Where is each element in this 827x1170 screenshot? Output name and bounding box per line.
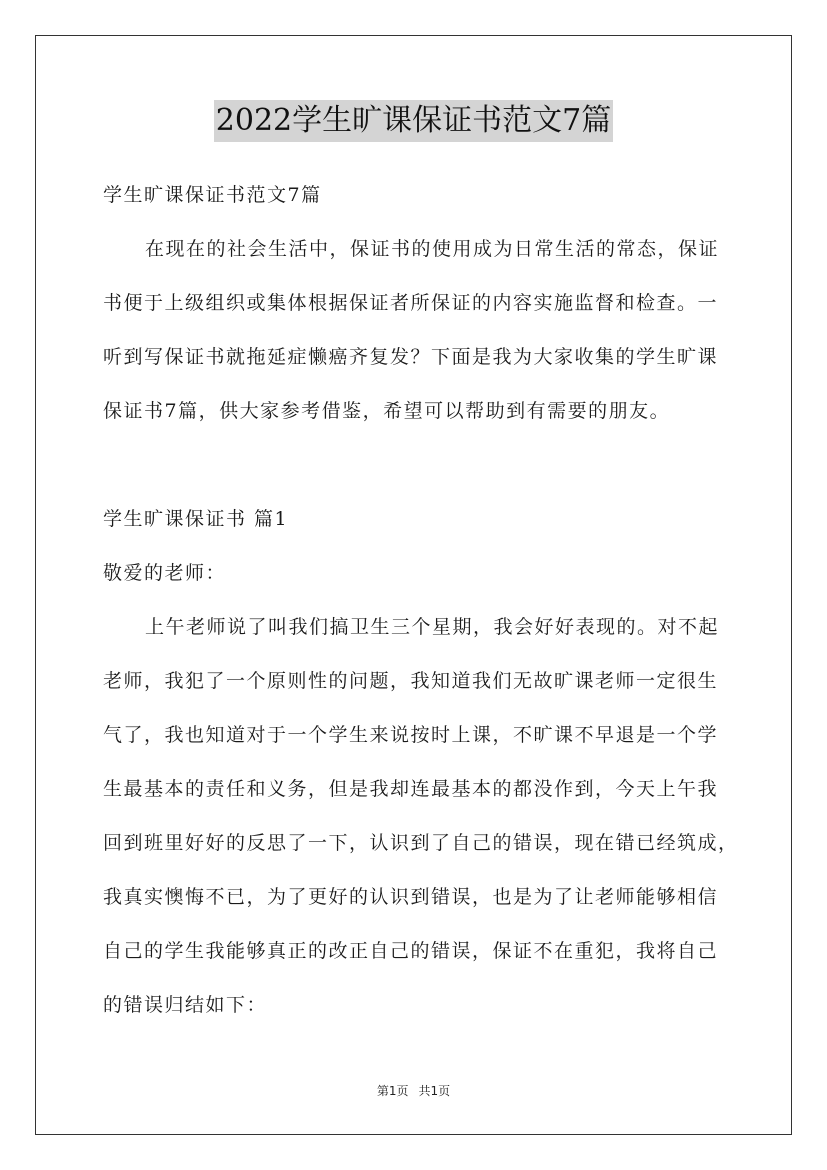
body-line: 上午老师说了叫我们搞卫生三个星期，我会好好表现的。对不起 — [145, 616, 720, 638]
body-line: 气了，我也知道对于一个学生来说按时上课，不旷课不早退是一个学 — [103, 724, 719, 746]
intro-line: 在现在的社会生活中，保证书的使用成为日常生活的常态，保证 — [145, 238, 720, 260]
intro-line: 书便于上级组织或集体根据保证者所保证的内容实施监督和检查。一 — [103, 292, 719, 314]
body-line: 回到班里好好的反思了一下，认识到了自己的错误，现在错已经筑成， — [103, 832, 739, 854]
section-heading: 学生旷课保证书 篇1 — [103, 508, 289, 530]
page-total: 共1页 — [418, 1084, 451, 1098]
body-line: 老师，我犯了一个原则性的问题，我知道我们无故旷课老师一定很生 — [103, 670, 719, 692]
salutation: 敬爱的老师： — [103, 562, 227, 584]
document-subtitle: 学生旷课保证书范文7篇 — [103, 184, 322, 206]
body-line: 生最基本的责任和义务，但是我却连最基本的都没作到，今天上午我 — [103, 778, 719, 800]
page-footer — [0, 1082, 827, 1099]
intro-line: 保证书7篇，供大家参考借鉴，希望可以帮助到有需要的朋友。 — [103, 400, 671, 422]
page-number: 第1页 — [376, 1084, 409, 1098]
body-line: 自己的学生我能够真正的改正自己的错误，保证不在重犯，我将自己 — [103, 940, 719, 962]
body-line: 的错误归结如下： — [103, 994, 268, 1016]
title-container — [0, 100, 827, 142]
intro-line: 听到写保证书就拖延症懒癌齐复发？下面是我为大家收集的学生旷课 — [103, 346, 719, 368]
document-title: 2022学生旷课保证书范文7篇 — [214, 100, 613, 142]
body-line: 我真实懊悔不已，为了更好的认识到错误，也是为了让老师能够相信 — [103, 886, 719, 908]
